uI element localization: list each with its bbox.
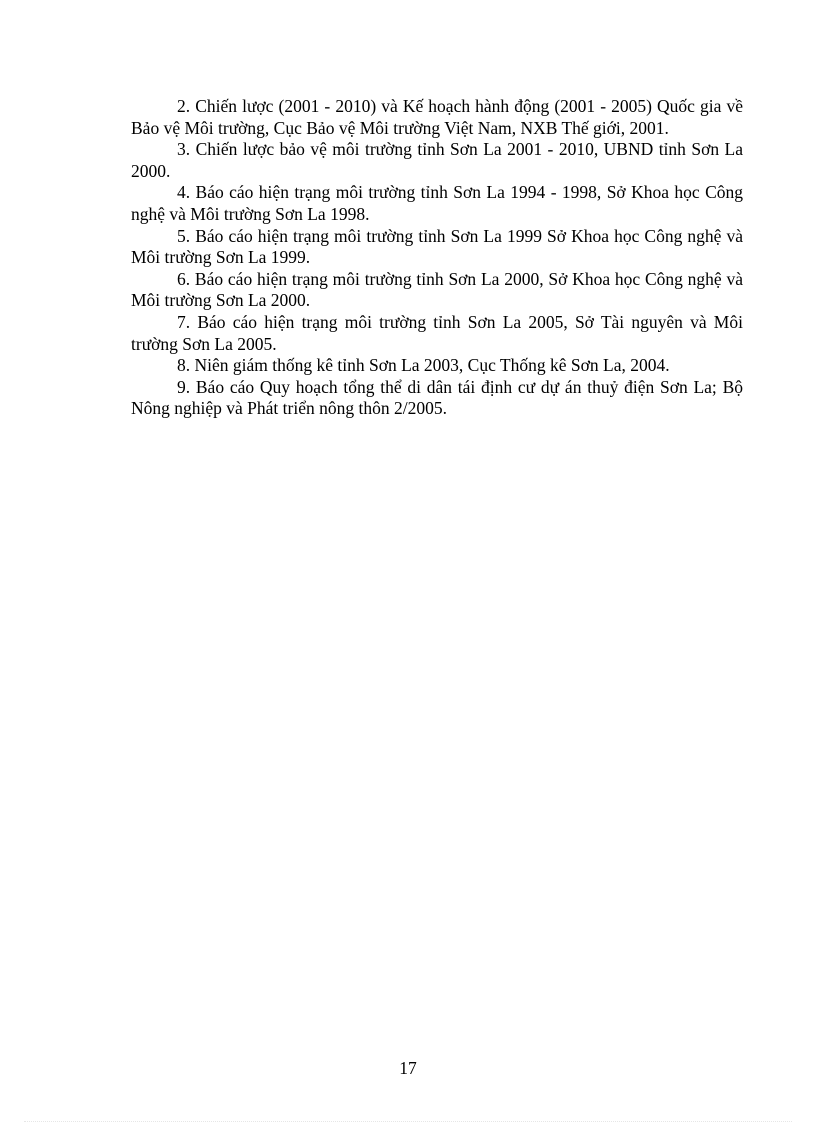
reference-item-9: 9. Báo cáo Quy hoạch tổng thể di dân tái định cư dự án thuỷ điện Sơn La; Bộ Nông nghiệp và Phát triển nông thôn 2/2005. — [131, 376, 743, 419]
reference-item-6: 6. Báo cáo hiện trạng môi trường tỉnh Sơn La 2000, Sở Khoa học Công nghệ và Môi trường Sơn La 2000. — [131, 268, 743, 311]
reference-item-5: 5. Báo cáo hiện trạng môi trường tỉnh Sơn La 1999 Sở Khoa học Công nghệ và Môi trường Sơn La 1999. — [131, 225, 743, 268]
page-number: 17 — [399, 1058, 417, 1078]
reference-item-8: 8. Niên giám thống kê tỉnh Sơn La 2003, Cục Thống kê Sơn La, 2004. — [177, 355, 670, 376]
reference-item-4: 4. Báo cáo hiện trạng môi trường tỉnh Sơn La 1994 - 1998, Sở Khoa học Công nghệ và Môi trường Sơn La 1998. — [131, 182, 743, 224]
reference-item-2: 2. Chiến lược (2001 - 2010) và Kế hoạch hành động (2001 - 2005) Quốc gia về Bảo vệ Môi trường, Cục Bảo vệ Môi trường Việt Nam, NXB Thế giới, 2001. — [131, 96, 743, 138]
reference-item-3: 3. Chiến lược bảo vệ môi trường tỉnh Sơn La 2001 - 2010, UBND tỉnh Sơn La 2000. — [131, 139, 743, 181]
page-bottom-divider — [24, 1121, 792, 1122]
reference-item-7: 7. Báo cáo hiện trạng môi trường tỉnh Sơn La 2005, Sở Tài nguyên và Môi trường Sơn La 2005. — [131, 311, 743, 354]
reference-list — [131, 96, 743, 420]
